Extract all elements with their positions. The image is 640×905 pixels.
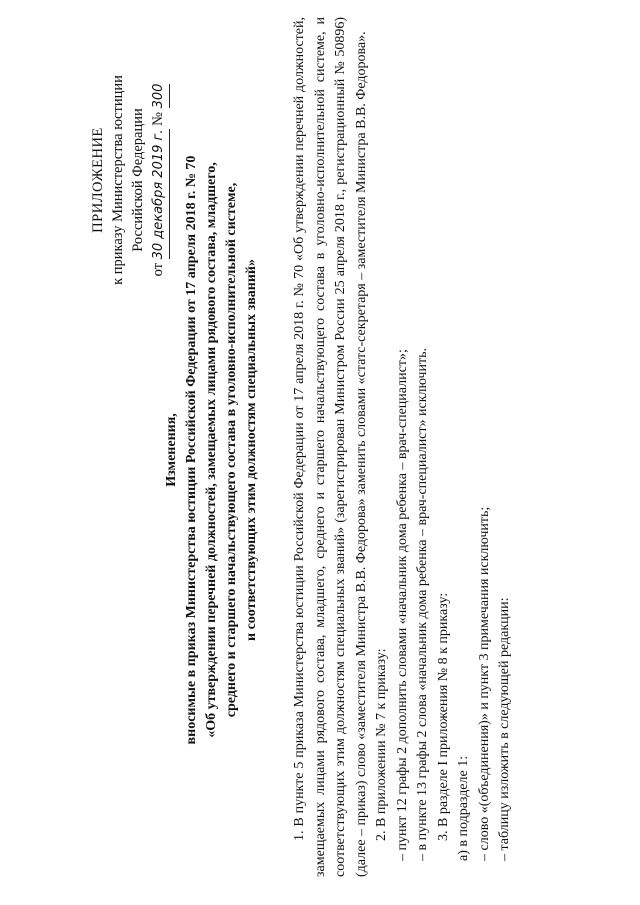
appendix-line-2: Российской Федерации	[130, 108, 146, 252]
title-line-3: «Об утверждении перечней должностей, замещаемых лицами рядового состава, младшего,	[204, 162, 219, 738]
appendix-line-1: к приказу Министерства юстиции	[110, 75, 126, 285]
appendix-title: ПРИЛОЖЕНИЕ	[90, 127, 106, 233]
paragraph-3: 3. В разделе I приложения № 8 к приказу:	[435, 592, 451, 841]
title-line-1: Изменения,	[164, 413, 179, 487]
document-body	[290, 17, 516, 877]
title-line-4: среднего и старшего начальствующего состава в уголовно-исполнительной системе,	[224, 182, 239, 718]
appendix-header	[88, 15, 170, 345]
paragraph-1: 1. В пункте 5 приказа Министерства юстиции Российской Федерации от 17 апреля 2018 г. № 70 «Об утверждении перечней должностей, замещаемых лицами рядового состава, младшего, среднего и старшего начальствующего состава в уголовно-исполнительной системе, и соответствующих этим должностям специальных званий» (зарегистрирован Министром России 25 апреля 2018 г., регистрационный № 50896) (далее – приказ) слово «заместителя Министра В.В. Федорова» заменить словами «статс-секретаря – заместителя Министра В.В. Федорова».	[292, 17, 369, 877]
document-title	[162, 35, 262, 865]
title-line-5: и соответствующих этим должностям специальных званий»	[244, 259, 259, 641]
number-prefix: №	[150, 112, 166, 126]
date-prefix: от	[150, 263, 166, 277]
list-item: – таблицу изложить в следующей редакции:	[497, 597, 512, 861]
list-item: а) в подразделе 1:	[456, 755, 471, 861]
paragraph-2: 2. В приложении № 7 к приказу:	[374, 648, 389, 841]
handwritten-date: 30 декабря 2019 г.	[149, 130, 170, 260]
list-item: – в пункте 13 графы 2 слова «начальник дома ребенка – врач-специалист» исключить.	[415, 348, 430, 861]
list-item: – слово «(объединения)» и пункт 3 примечания исключить;	[476, 506, 492, 861]
handwritten-number: 300	[149, 84, 170, 109]
title-line-2: вносимые в приказ Министерства юстиции Российской Федерации от 17 апреля 2018 г. № 70	[184, 155, 199, 745]
list-item: – пункт 12 графы 2 дополнить словами «начальник дома ребенка – врач-специалист»;	[394, 349, 410, 861]
